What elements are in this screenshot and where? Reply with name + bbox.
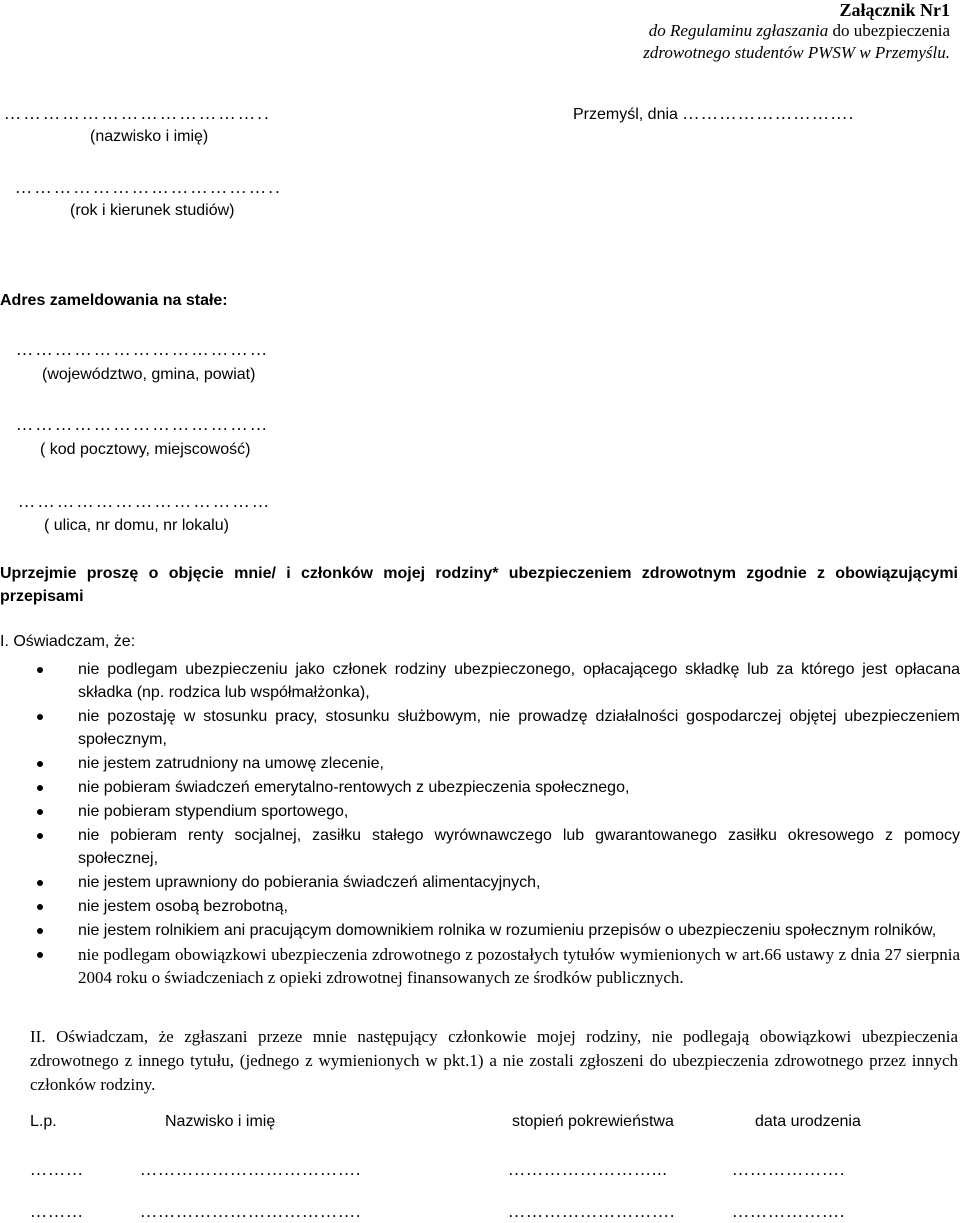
table-header-name: Nazwisko i imię	[165, 1113, 276, 1130]
table-row1-relation: ……………………...	[508, 1160, 668, 1179]
declaration-list	[0, 658, 960, 990]
table-row2-birthdate: ……………….	[732, 1202, 846, 1221]
declaration-item	[0, 919, 960, 942]
declaration-item	[0, 800, 960, 823]
declaration-item-text: nie jestem uprawniony do pobierania świadczeń alimentacyjnych,	[78, 874, 541, 891]
address-line1-label: (województwo, gmina, powiat)	[42, 366, 256, 383]
address-line1-dots: …………………………………	[16, 340, 270, 359]
name-dots: …………………………………..	[4, 104, 271, 123]
attachment-subtitle-regular: do ubezpieczenia	[828, 21, 950, 40]
bullet-icon	[37, 785, 43, 791]
address-line3-dots: …………………………………	[18, 492, 272, 511]
section1-heading: I. Oświadczam, że:	[0, 633, 136, 650]
name-label: (nazwisko i imię)	[90, 128, 209, 145]
declaration-item	[0, 824, 960, 870]
table-header-birthdate: data urodzenia	[755, 1113, 861, 1130]
city-date-dots: ……………………….	[682, 104, 855, 123]
bullet-icon	[37, 928, 43, 934]
address-line2-label: ( kod pocztowy, miejscowość)	[40, 441, 251, 458]
declaration-item	[0, 943, 960, 989]
declaration-item	[0, 705, 960, 751]
table-row1-birthdate: ……………….	[732, 1160, 846, 1179]
table-row2-relation: ……………………….	[508, 1202, 676, 1221]
table-row2-name: ……………………………….	[140, 1202, 362, 1221]
city-date-prefix: Przemyśl, dnia	[573, 106, 678, 123]
declaration-item-text: nie pozostaję w stosunku pracy, stosunku służbowym, nie prowadzę działalności gospodarczej objętej ubezpieczeniem społecznym,	[78, 708, 960, 748]
request-text: Uprzejmie proszę o objęcie mnie/ i członków mojej rodziny* ubezpieczeniem zdrowotnym zgodnie z obowiązującymi przepisami	[0, 565, 958, 605]
bullet-icon	[37, 761, 43, 767]
address-heading: Adres zameldowania na stałe:	[0, 292, 228, 309]
bullet-icon	[37, 952, 43, 958]
declaration-item-text: nie pobieram stypendium sportowego,	[78, 803, 349, 820]
declaration-item	[0, 895, 960, 918]
bullet-icon	[37, 714, 43, 720]
table-header-lp: L.p.	[30, 1113, 57, 1130]
address-line3-label: ( ulica, nr domu, nr lokalu)	[44, 517, 229, 534]
attachment-title: Załącznik Nr1	[839, 0, 950, 20]
declaration-item-text: nie jestem osobą bezrobotną,	[78, 898, 288, 915]
declaration-item-text: nie jestem zatrudniony na umowę zlecenie,	[78, 755, 384, 772]
bullet-icon	[37, 809, 43, 815]
bullet-icon	[37, 904, 43, 910]
declaration-item	[0, 752, 960, 775]
bullet-icon	[37, 833, 43, 839]
declaration-item-text: nie jestem rolnikiem ani pracującym domownikiem rolnika w rozumieniu przepisów o ubezpieczeniu społecznym rolników,	[78, 922, 937, 939]
city-date	[573, 104, 855, 124]
declaration-item	[0, 658, 960, 704]
declaration-item-text: nie pobieram renty socjalnej, zasiłku stałego wyrównawczego lub gwarantowanego zasiłku okresowego z pomocy społecznej,	[78, 827, 960, 867]
table-header-relation: stopień pokrewieństwa	[512, 1113, 674, 1130]
bullet-icon	[37, 880, 43, 886]
table-row1-lp: ………	[30, 1160, 84, 1179]
table-row1-name: ……………………………….	[140, 1160, 362, 1179]
bullet-icon	[37, 667, 43, 673]
table-row2-lp: ………	[30, 1202, 84, 1221]
declaration-item	[0, 776, 960, 799]
declaration-item-text: nie podlegam ubezpieczeniu jako członek rodziny ubezpieczonego, opłacającego składkę lub za którego jest opłacana składka (np. rodzica lub współmałżonka),	[78, 661, 960, 701]
address-line2-dots: …………………………………	[16, 415, 270, 434]
attachment-subtitle-line1	[649, 21, 950, 41]
declaration-item	[0, 871, 960, 894]
declaration-item-text: nie pobieram świadczeń emerytalno-rentowych z ubezpieczenia społecznego,	[78, 779, 630, 796]
study-label: (rok i kierunek studiów)	[70, 202, 235, 219]
section2-text: II. Oświadczam, że zgłaszani przeze mnie następujący członkowie mojej rodziny, nie podlegają obowiązkowi ubezpieczenia zdrowotnego z innego tytułu, (jednego z wymienionych w pkt.1) a nie zostali zgłoszeni do ubezpieczenia zdrowotnego przez innych członków rodziny.	[30, 1027, 958, 1094]
attachment-subtitle-italic: do Regulaminu zgłaszania	[648, 21, 829, 40]
study-dots: …………………………………..	[15, 178, 282, 197]
declaration-item-text: nie podlegam obowiązkowi ubezpieczenia zdrowotnego z pozostałych tytułów wymienionych w art.66 ustawy z dnia 27 sierpnia 2004 roku o świadczeniach z opieki zdrowotnej finansowanych ze środków publicznych.	[78, 945, 960, 987]
attachment-subtitle-line2: zdrowotnego studentów PWSW w Przemyślu.	[643, 43, 950, 62]
